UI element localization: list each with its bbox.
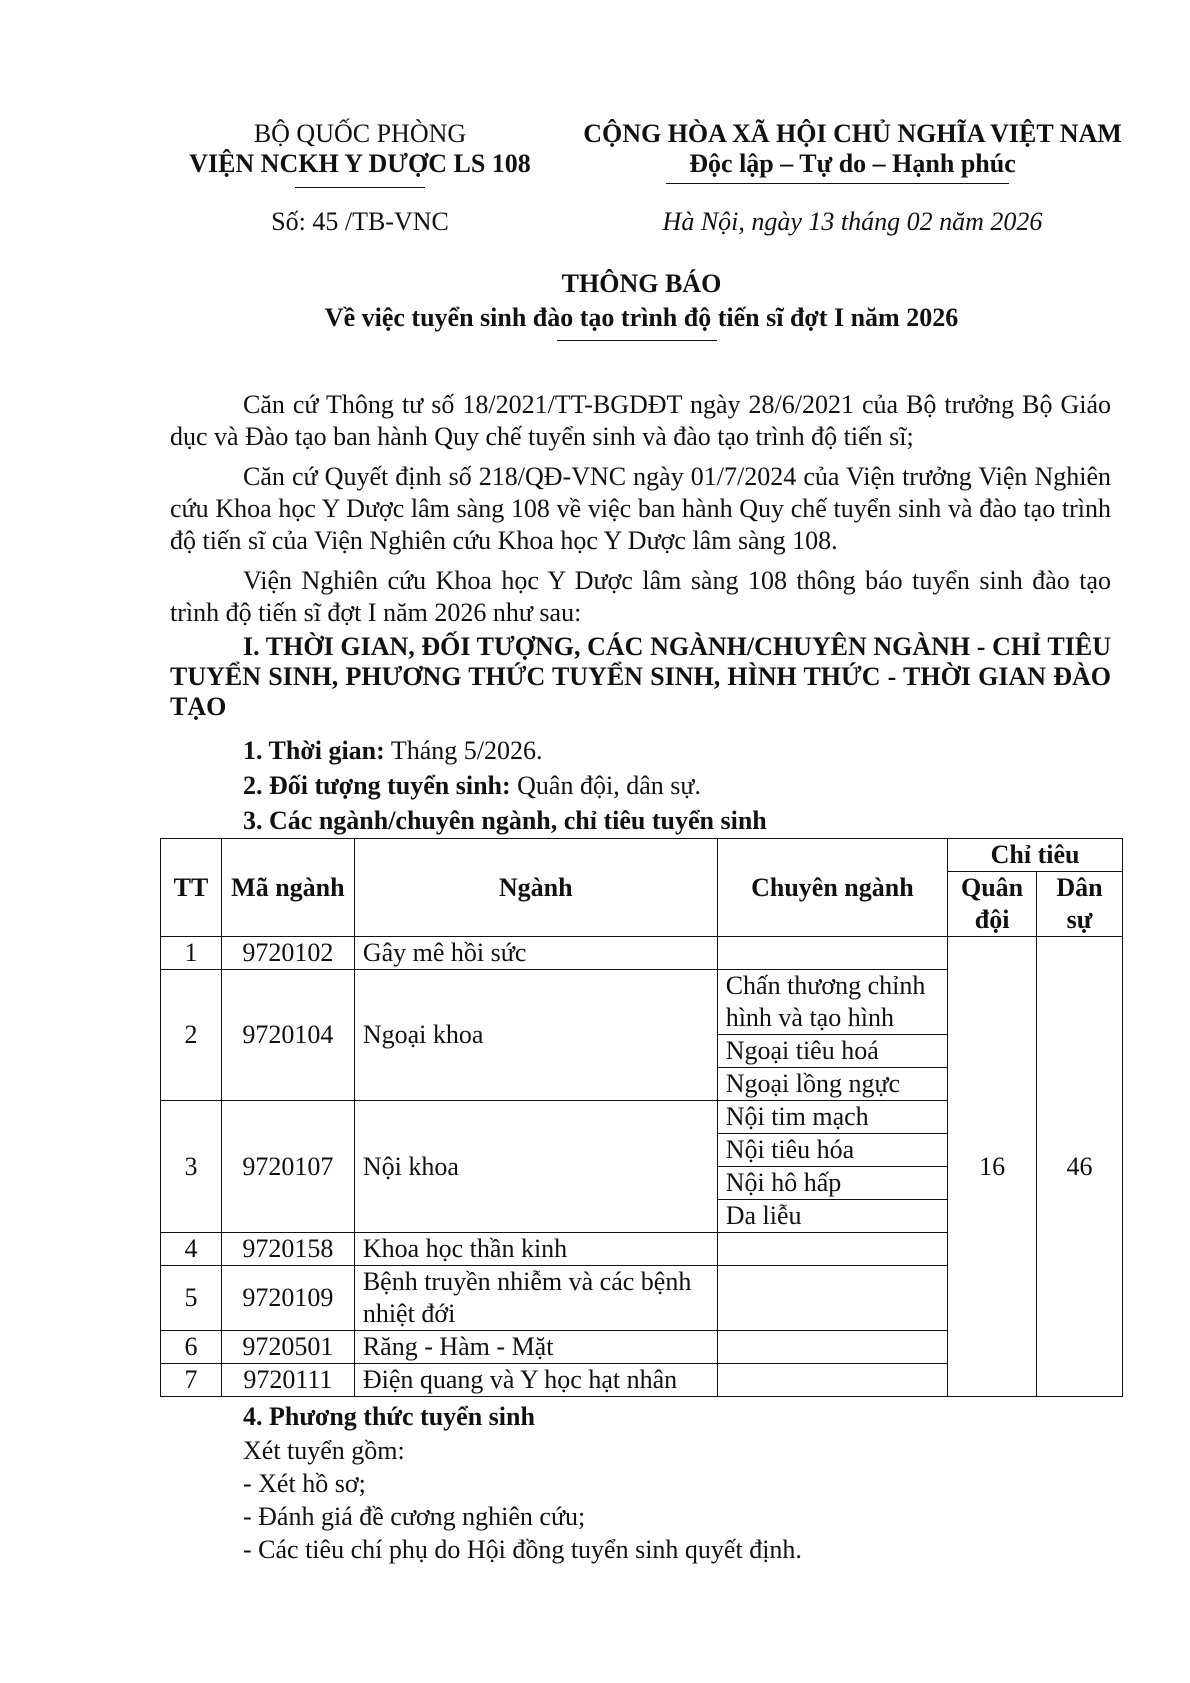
item-2-target (243, 770, 701, 803)
row-code: 9720104 (221, 970, 354, 1101)
document-subtitle: Về việc tuyển sinh đào tạo trình độ tiến sĩ đợt I năm 2026 (324, 303, 959, 332)
row-major: Bệnh truyền nhiễm và các bệnh nhiệt đới (354, 1266, 717, 1331)
row-major: Gây mê hồi sức (354, 937, 717, 970)
title-underline (557, 340, 717, 341)
header-major-code: Mã ngành (221, 839, 354, 937)
announcement-intro: Viện Nghiên cứu Khoa học Y Dược lâm sàng 108 thông báo tuyển sinh đào tạo trình độ tiến sĩ đợt I năm 2026 như sau: (170, 566, 1111, 627)
document-title: THÔNG BÁO (561, 269, 722, 298)
institute-underline (295, 187, 425, 188)
row-specialty (717, 1266, 947, 1331)
row-specialty (717, 1233, 947, 1266)
row-specialty: Da liễu (717, 1200, 947, 1233)
row-code: 9720109 (221, 1266, 354, 1331)
quota-civilian: 46 (1037, 937, 1123, 1397)
header-civilian: Dân sự (1037, 872, 1123, 937)
row-code: 9720158 (221, 1233, 354, 1266)
row-tt: 7 (161, 1364, 222, 1397)
quota-military: 16 (948, 937, 1037, 1397)
legal-basis-1: Căn cứ Thông tư số 18/2021/TT-BGDĐT ngày 28/6/2021 của Bộ trưởng Bộ Giáo dục và Đào tạo ban hành Quy chế tuyển sinh và đào tạo trình độ tiến sĩ; (170, 390, 1111, 451)
row-tt: 6 (161, 1331, 222, 1364)
row-tt: 2 (161, 970, 222, 1101)
document-number: Số: 45 /TB-VNC (271, 207, 449, 236)
section-4-heading: 4. Phương thức tuyển sinh (243, 1402, 535, 1431)
header-military: Quân đội (948, 872, 1037, 937)
row-code: 9720102 (221, 937, 354, 970)
section-1-heading: I. THỜI GIAN, ĐỐI TƯỢNG, CÁC NGÀNH/CHUYÊN NGÀNH - CHỈ TIÊU TUYỂN SINH, PHƯƠNG THỨC TUYỂN SINH, HÌNH THỨC - THỜI GIAN ĐÀO TẠO (170, 632, 1111, 721)
header-major: Ngành (354, 839, 717, 937)
row-specialty: Chấn thương chỉnh hình và tạo hình (717, 970, 947, 1035)
section-4-item: - Đánh giá đề cương nghiên cứu; (243, 1502, 586, 1531)
item-1-time (243, 735, 542, 768)
row-code: 9720501 (221, 1331, 354, 1364)
row-major: Ngoại khoa (354, 970, 717, 1101)
table-row (161, 937, 1123, 970)
section-4-item: - Xét hồ sơ; (243, 1469, 366, 1498)
header-tt: TT (161, 839, 222, 937)
row-specialty: Nội tim mạch (717, 1101, 947, 1134)
row-major: Khoa học thần kinh (354, 1233, 717, 1266)
row-major: Nội khoa (354, 1101, 717, 1233)
item-2-value: Quân đội, dân sự. (510, 771, 701, 800)
row-specialty: Ngoại tiêu hoá (717, 1035, 947, 1068)
section-4-item: - Các tiêu chí phụ do Hội đồng tuyển sinh quyết định. (243, 1535, 802, 1564)
country-name: CỘNG HÒA XÃ HỘI CHỦ NGHĨA VIỆT NAM (583, 119, 1122, 148)
row-specialty (717, 1331, 947, 1364)
section-4-intro: Xét tuyển gồm: (243, 1436, 405, 1465)
item-1-label: 1. Thời gian: (243, 736, 385, 765)
row-tt: 4 (161, 1233, 222, 1266)
row-tt: 1 (161, 937, 222, 970)
item-3-heading: 3. Các ngành/chuyên ngành, chỉ tiêu tuyển sinh (243, 806, 767, 835)
item-1-value: Tháng 5/2026. (384, 736, 543, 765)
row-code: 9720107 (221, 1101, 354, 1233)
row-specialty (717, 1364, 947, 1397)
row-major: Điện quang và Y học hạt nhân (354, 1364, 717, 1397)
national-motto: Độc lập – Tự do – Hạnh phúc (689, 149, 1016, 178)
row-specialty: Nội tiêu hóa (717, 1134, 947, 1167)
row-code: 9720111 (221, 1364, 354, 1397)
row-specialty: Ngoại lồng ngực (717, 1068, 947, 1101)
legal-basis-2: Căn cứ Quyết định số 218/QĐ-VNC ngày 01/7/2024 của Viện trưởng Viện Nghiên cứu Khoa học Y Dược lâm sàng 108 về việc ban hành Quy chế tuyển sinh và đào tạo trình độ tiến sĩ của Viện Nghiên cứu Khoa học Y Dược lâm sàng 108. (170, 462, 1111, 555)
row-specialty: Nội hô hấp (717, 1167, 947, 1200)
row-specialty (717, 937, 947, 970)
row-tt: 3 (161, 1101, 222, 1233)
ministry-name: BỘ QUỐC PHÒNG (253, 119, 467, 148)
place-and-date: Hà Nội, ngày 13 tháng 02 năm 2026 (662, 207, 1043, 236)
item-2-label: 2. Đối tượng tuyển sinh: (243, 771, 511, 800)
header-quota: Chỉ tiêu (948, 839, 1123, 872)
motto-underline (666, 183, 1009, 184)
row-major: Răng - Hàm - Mặt (354, 1331, 717, 1364)
header-specialty: Chuyên ngành (717, 839, 947, 937)
institute-name: VIỆN NCKH Y DƯỢC LS 108 (189, 149, 531, 178)
row-tt: 5 (161, 1266, 222, 1331)
admissions-table (160, 838, 1123, 1397)
